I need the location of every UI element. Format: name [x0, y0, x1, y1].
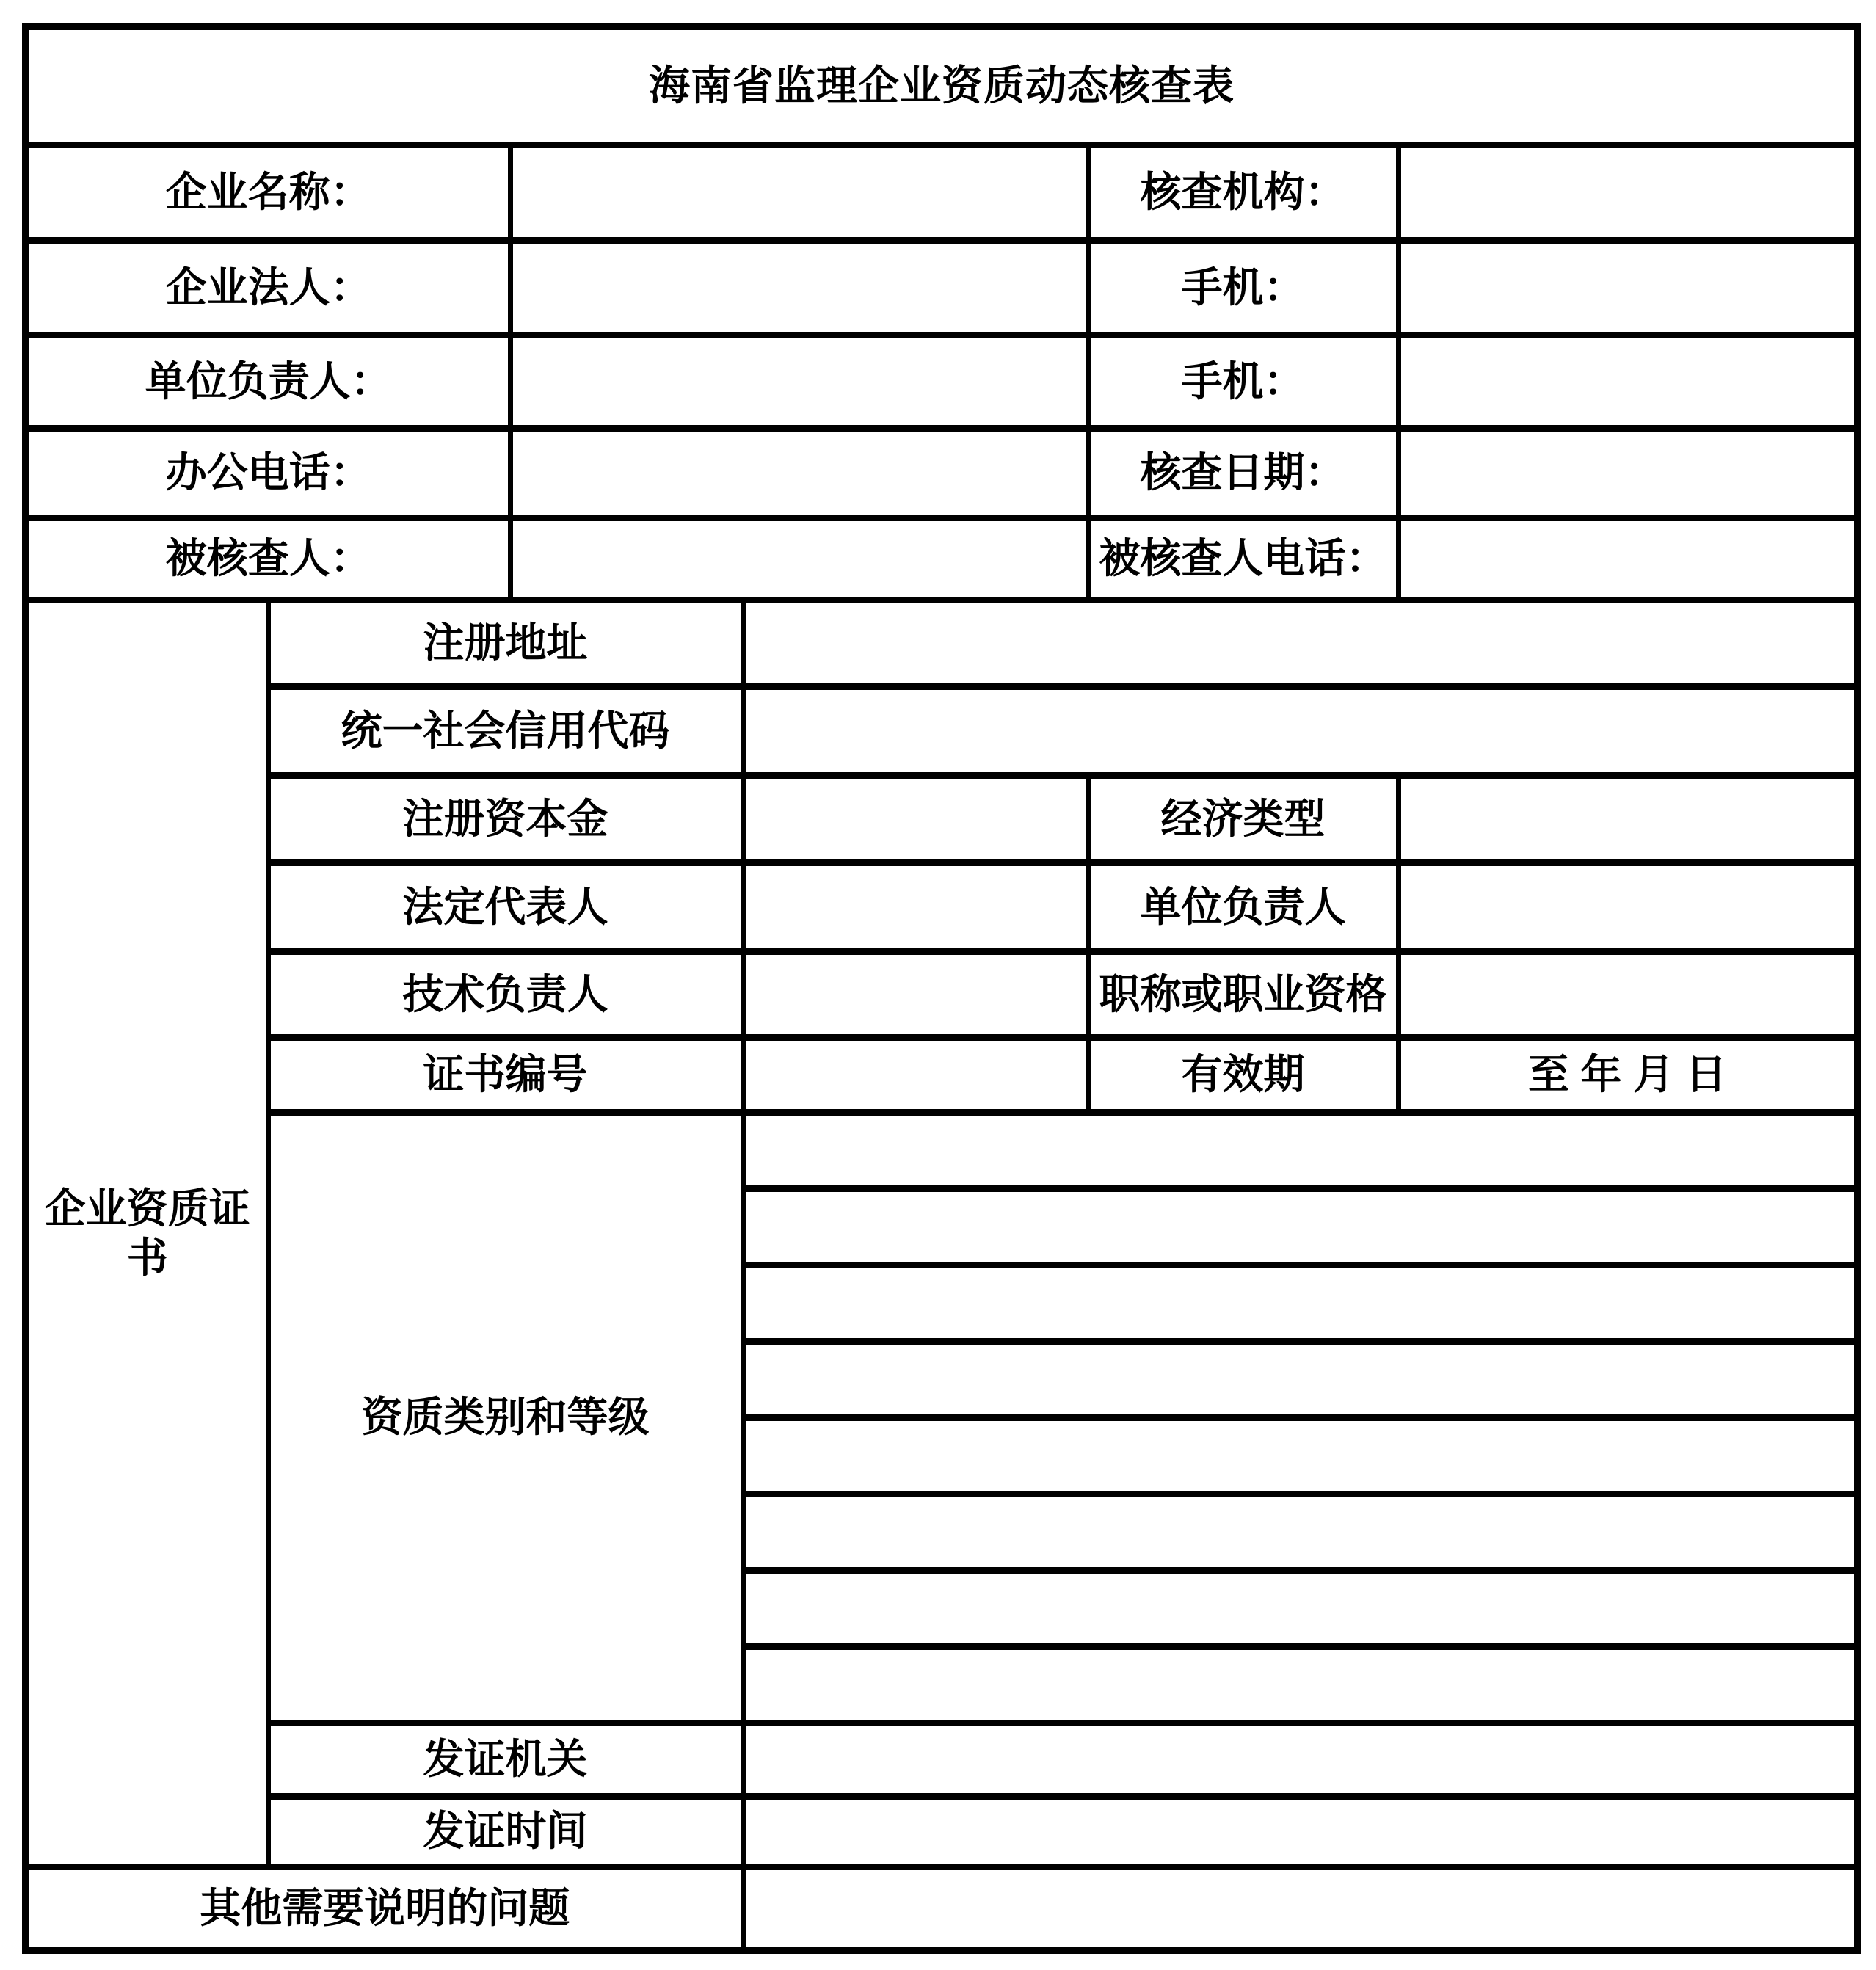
field-unit-head-cert[interactable] [1398, 862, 1858, 951]
field-registered-address[interactable] [743, 600, 1858, 686]
field-qualification-row-5[interactable] [743, 1417, 1858, 1494]
label-issue-date: 发证时间 [268, 1796, 743, 1867]
label-issuing-authority: 发证机关 [268, 1723, 743, 1796]
label-unit-head-cert: 单位负责人 [1088, 862, 1398, 951]
label-registered-address: 注册地址 [268, 600, 743, 686]
field-unit-head[interactable] [510, 335, 1088, 428]
field-other-issues[interactable] [743, 1867, 1858, 1950]
field-office-phone[interactable] [510, 428, 1088, 517]
label-validity-period: 有效期 [1088, 1037, 1398, 1112]
field-qualification-row-3[interactable] [743, 1265, 1858, 1341]
field-person-inspected-phone[interactable] [1398, 517, 1858, 600]
label-other-issues: 其他需要说明的问题 [26, 1867, 743, 1950]
label-unit-head-mobile: 手机： [1088, 335, 1398, 428]
field-issue-date[interactable] [743, 1796, 1858, 1867]
label-person-inspected: 被核查人： [26, 517, 510, 600]
label-verification-agency: 核查机构： [1088, 145, 1398, 240]
label-technical-head: 技术负责人 [268, 951, 743, 1037]
label-office-phone: 办公电话： [26, 428, 510, 517]
field-issuing-authority[interactable] [743, 1723, 1858, 1796]
field-validity-period[interactable]: 至 年 月 日 [1398, 1037, 1858, 1112]
field-registered-capital[interactable] [743, 775, 1088, 862]
label-person-inspected-phone: 被核查人电话： [1088, 517, 1398, 600]
field-qualification-row-8[interactable] [743, 1646, 1858, 1723]
label-verification-date: 核查日期： [1088, 428, 1398, 517]
field-qualification-row-7[interactable] [743, 1570, 1858, 1646]
field-person-inspected[interactable] [510, 517, 1088, 600]
field-company-name[interactable] [510, 145, 1088, 240]
label-certificate-number: 证书编号 [268, 1037, 743, 1112]
label-legal-person: 企业法人： [26, 240, 510, 335]
label-unit-head: 单位负责人： [26, 335, 510, 428]
verification-form-table [22, 23, 1861, 1954]
label-qualification-category-and-grade: 资质类别和等级 [268, 1112, 743, 1723]
field-qualification-row-1[interactable] [743, 1112, 1858, 1188]
field-title-or-professional-qualification[interactable] [1398, 951, 1858, 1037]
label-title-or-professional-qualification: 职称或职业资格 [1088, 951, 1398, 1037]
field-certificate-number[interactable] [743, 1037, 1088, 1112]
label-economic-type: 经济类型 [1088, 775, 1398, 862]
field-verification-date[interactable] [1398, 428, 1858, 517]
field-legal-representative[interactable] [743, 862, 1088, 951]
field-unified-social-credit-code[interactable] [743, 686, 1858, 775]
field-verification-agency[interactable] [1398, 145, 1858, 240]
section-label-enterprise-qualification-certificate: 企业资质证书 [26, 600, 268, 1867]
label-company-name: 企业名称： [26, 145, 510, 240]
label-legal-person-mobile: 手机： [1088, 240, 1398, 335]
field-economic-type[interactable] [1398, 775, 1858, 862]
field-legal-person-mobile[interactable] [1398, 240, 1858, 335]
field-qualification-row-6[interactable] [743, 1494, 1858, 1570]
label-unified-social-credit-code: 统一社会信用代码 [268, 686, 743, 775]
field-qualification-row-2[interactable] [743, 1188, 1858, 1265]
field-legal-person[interactable] [510, 240, 1088, 335]
field-technical-head[interactable] [743, 951, 1088, 1037]
label-registered-capital: 注册资本金 [268, 775, 743, 862]
field-qualification-row-4[interactable] [743, 1341, 1858, 1417]
form-title: 海南省监理企业资质动态核查表 [26, 26, 1858, 145]
field-unit-head-mobile[interactable] [1398, 335, 1858, 428]
label-legal-representative: 法定代表人 [268, 862, 743, 951]
verification-form [22, 23, 1861, 1954]
